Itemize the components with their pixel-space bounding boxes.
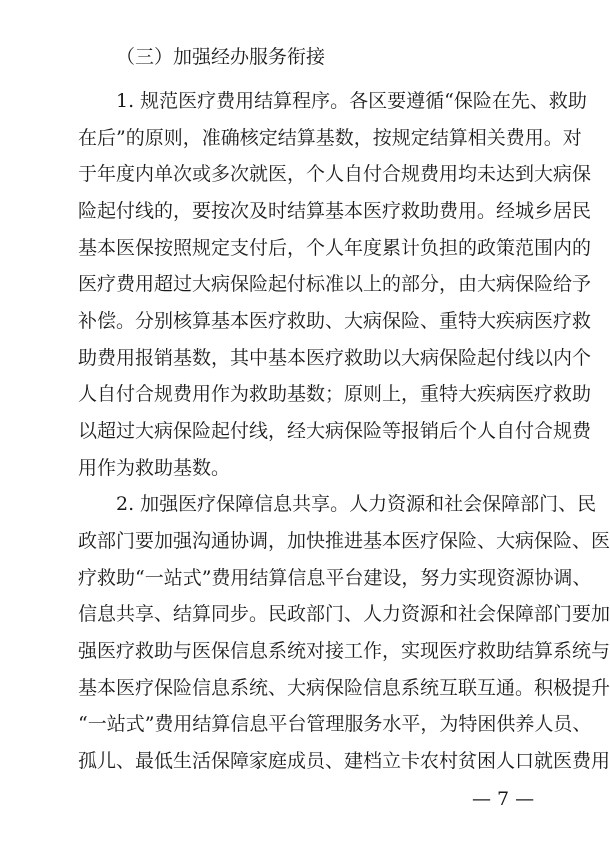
paragraph-2-line-5: 强医疗救助与医保信息系统对接工作，实现医疗救助结算系统与 xyxy=(78,640,610,662)
paragraph-2-line-4: 信息共享、结算同步。民政部门、人力资源和社会保障部门要加 xyxy=(78,603,610,625)
paragraph-2-line-7: “一站式”费用结算信息平台管理服务水平，为特困供养人员、 xyxy=(78,713,592,735)
paragraph-2-line-1: 2. 加强医疗保障信息共享。人力资源和社会保障部门、民 xyxy=(116,493,597,515)
paragraph-1-line-4: 险起付线的，要按次及时结算基本医疗救助费用。经城乡居民 xyxy=(78,200,592,222)
paragraph-2-line-3: 疗救助“一站式”费用结算信息平台建设，努力实现资源协调、 xyxy=(78,567,592,589)
paragraph-1-line-6: 医疗费用超过大病保险起付标准以上的部分，由大病保险给予 xyxy=(78,273,592,295)
paragraph-1-line-2: 在后”的原则，准确核定结算基数，按规定结算相关费用。对 xyxy=(78,127,582,149)
section-heading: （三）加强经办服务衔接 xyxy=(116,46,326,68)
paragraph-1-line-10: 以超过大病保险起付线，经大病保险等报销后个人自付合规费 xyxy=(78,420,592,442)
paragraph-2-line-2: 政部门要加强沟通协调，加快推进基本医疗保险、大病保险、医 xyxy=(78,530,610,552)
paragraph-1-line-7: 补偿。分别核算基本医疗救助、大病保险、重特大疾病医疗救 xyxy=(78,310,592,332)
paragraph-1-line-9: 人自付合规费用作为救助基数；原则上，重特大疾病医疗救助 xyxy=(78,383,592,405)
paragraph-2-line-8: 孤儿、最低生活保障家庭成员、建档立卡农村贫困人口就医费用 xyxy=(78,750,610,772)
paragraph-1-line-1: 1. 规范医疗费用结算程序。各区要遵循“保险在先、救助 xyxy=(116,90,587,112)
page-number: — 7 — xyxy=(472,788,535,810)
paragraph-1-line-8: 助费用报销基数，其中基本医疗救助以大病保险起付线以内个 xyxy=(78,347,592,369)
paragraph-2-line-6: 基本医疗保险信息系统、大病保险信息系统互联互通。积极提升 xyxy=(78,677,610,699)
paragraph-1-line-3: 于年度内单次或多次就医，个人自付合规费用均未达到大病保 xyxy=(78,163,592,185)
paragraph-1-line-5: 基本医保按照规定支付后，个人年度累计负担的政策范围内的 xyxy=(78,237,592,259)
paragraph-1-line-11: 用作为救助基数。 xyxy=(78,457,231,479)
